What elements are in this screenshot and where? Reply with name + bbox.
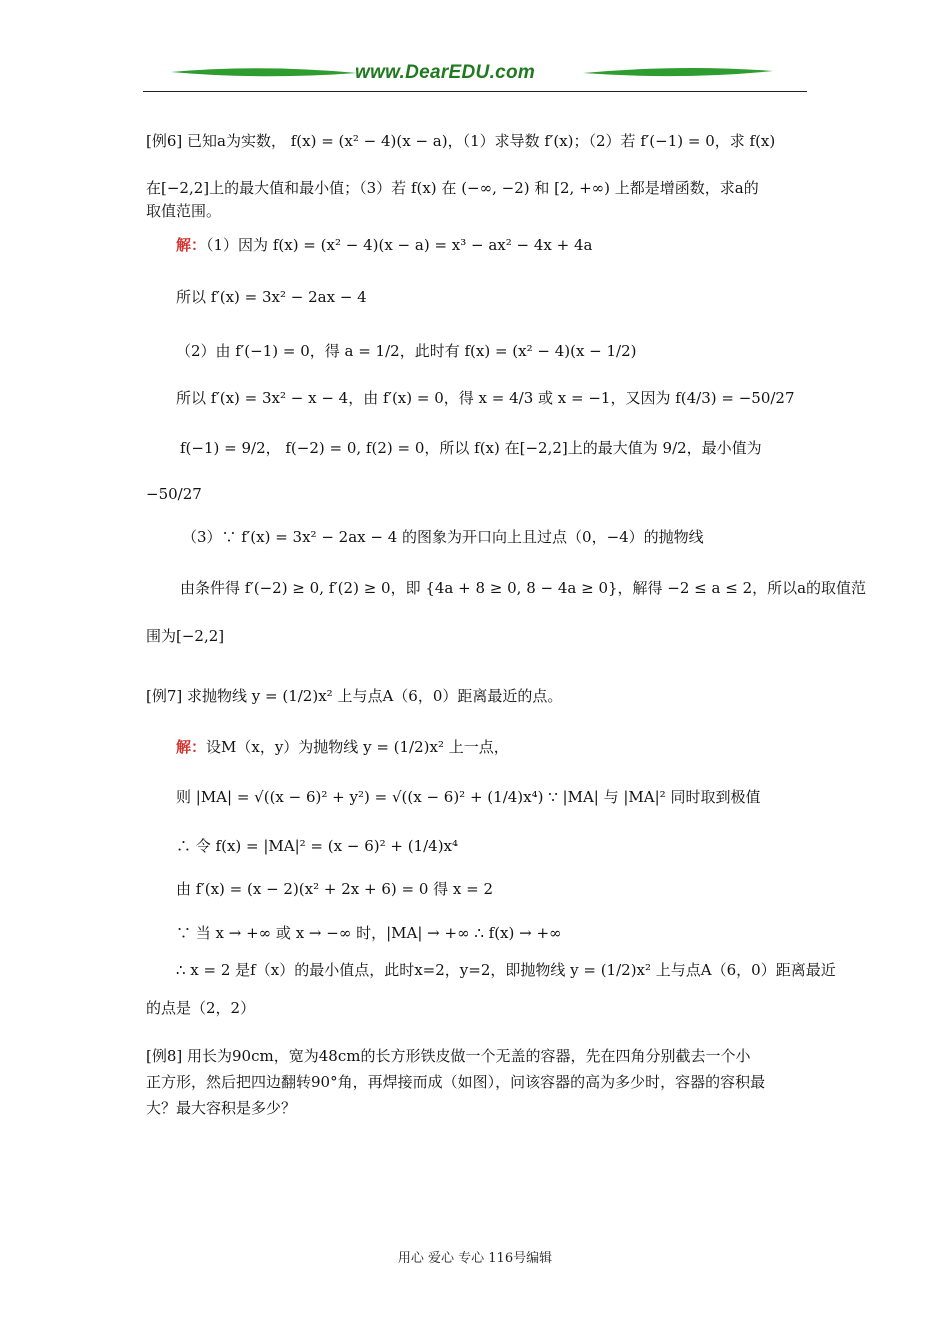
text-line: 取值范围。 [146,202,222,220]
text-line: [例8] 用长为90cm，宽为48cm的长方形铁皮做一个无盖的容器，先在四角分别截去一个小 [146,1047,751,1065]
text-line: （3）∵ f′(x) = 3x² − 2ax − 4 的图象为开口向上且过点（0，−4）的抛物线 [182,528,704,546]
text-line: （2）由 f′(−1) = 0，得 a = 1/2，此时有 f(x) = (x² − 4)(x − 1/2) [176,342,637,360]
text-line: 所以 f′(x) = 3x² − 2ax − 4 [176,288,367,306]
text-line: ∴ x = 2 是f（x）的最小值点，此时x=2，y=2，即抛物线 y = (1/2)x² 上与点A（6，0）距离最近 [176,961,836,979]
text-line: f(−1) = 9/2， f(−2) = 0, f(2) = 0，所以 f(x) 在[−2,2]上的最大值为 9/2，最小值为 [180,439,762,457]
right-swoosh-icon [583,66,773,80]
text-line: 设M（x，y）为抛物线 y = (1/2)x² 上一点， [206,738,509,756]
solution-label: 解： [176,738,207,756]
page-header [143,58,807,92]
text-line: 在[−2,2]上的最大值和最小值；（3）若 f(x) 在 (−∞, −2) 和 [2, +∞) 上都是增函数，求a的 [146,179,759,197]
text-line: 由 f′(x) = (x − 2)(x² + 2x + 6) = 0 得 x = 2 [176,880,494,898]
site-logo-text: www.DearEDU.com [355,62,536,83]
solution-label: 解： [176,236,207,254]
page-footer: 用心 爱心 专心 116号编辑 [397,1251,553,1266]
text-line: [例6] 已知a为实数， f(x) = (x² − 4)(x − a)，（1）求导数 f′(x)；（2）若 f′(−1) = 0，求 f(x) [146,132,776,150]
text-line: 的点是（2，2） [146,999,256,1017]
text-line: 大？最大容积是多少？ [146,1099,297,1117]
text-line: −50/27 [146,485,202,503]
text-line: ∵ 当 x → +∞ 或 x → −∞ 时，|MA| → +∞ ∴ f(x) → +∞ [176,924,562,942]
solution-line [176,737,509,757]
header-rule [143,91,807,92]
text-line: [例7] 求抛物线 y = (1/2)x² 上与点A（6，0）距离最近的点。 [146,687,563,705]
text-line: 则 |MA| = √((x − 6)² + y²) = √((x − 6)² + (1/4)x⁴) ∵ |MA| 与 |MA|² 同时取到极值 [176,788,761,806]
left-swoosh-icon [171,66,357,80]
text-line: 围为[−2,2] [146,627,225,645]
text-line: （1）因为 f(x) = (x² − 4)(x − a) = x³ − ax² − 4x + 4a [206,236,593,254]
solution-line [176,235,592,255]
text-line: 正方形，然后把四边翻转90°角，再焊接而成（如图），问该容器的高为多少时，容器的容积最 [146,1073,766,1091]
text-line: 由条件得 f′(−2) ≥ 0, f′(2) ≥ 0，即 {4a + 8 ≥ 0, 8 − 4a ≥ 0}，解得 −2 ≤ a ≤ 2，所以a的取值范 [180,579,867,597]
text-line: ∴ 令 f(x) = |MA|² = (x − 6)² + (1/4)x⁴ [176,837,459,855]
text-line: 所以 f′(x) = 3x² − x − 4，由 f′(x) = 0，得 x = 4/3 或 x = −1，又因为 f(4/3) = −50/27 [176,389,795,407]
